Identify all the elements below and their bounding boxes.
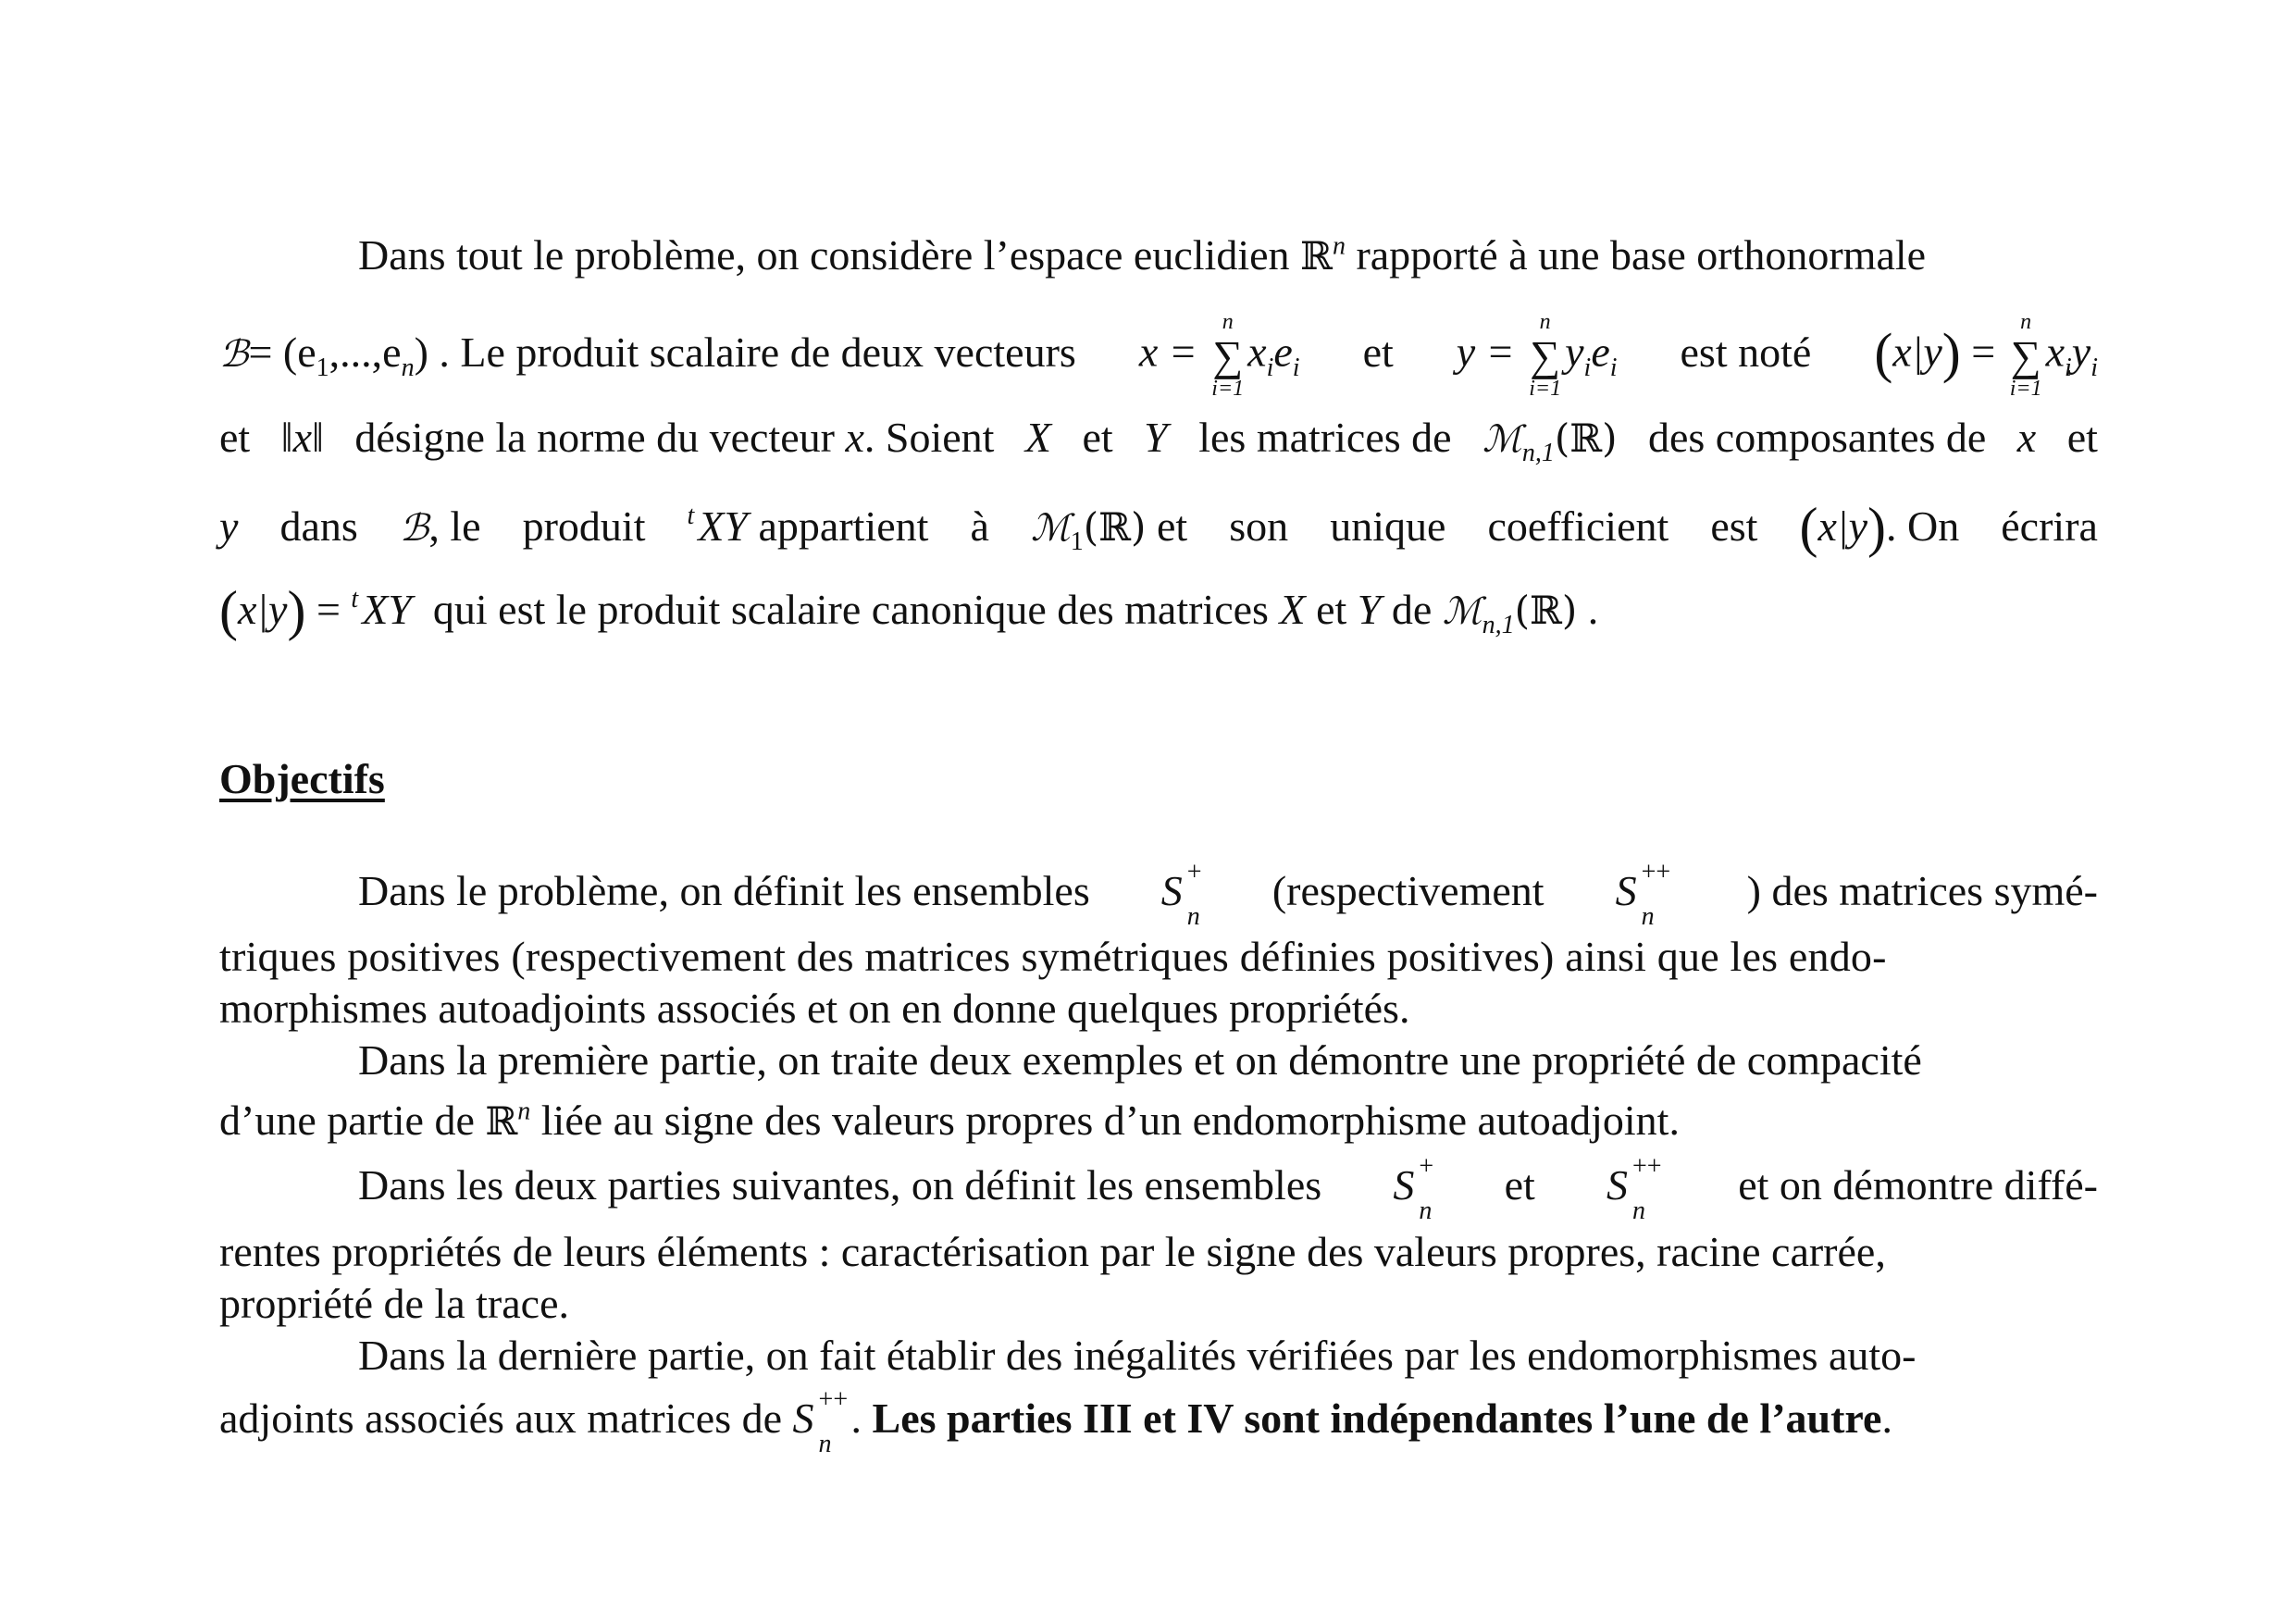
objectifs-p1-line-3: morphismes autoadjoints associés et on en donne quelques propriétés. [219,985,1410,1032]
independence-note: Les parties III et IV sont indépendantes l’une de l’autre [872,1395,1882,1442]
matrix-space: ℳ$_{n,1}$(ℝ) [1482,415,1618,468]
y-sum: y = n ∑ i=1 $y_ie_i$ [1456,310,1618,401]
section-heading-objectifs: Objectifs [219,755,385,802]
basis-definition: ℬ= $(e_1,...,e_n)$ . Le produit scalaire de deux vecteurs [219,328,1076,382]
objectifs-p4-line-1: Dans la dernière partie, on fait établir des inégalités vérifiées par les endomorphismes auto- [358,1332,1917,1379]
set-S-plusplus: S ++ n [1615,858,1671,931]
objectifs-p3-line-3: propriété de la trace. [219,1280,569,1327]
intro-line-1 [219,229,2098,282]
intro-line-4: y dans ℬ, le produit $^t$XY appartient à ℳ$_1$(ℝ) et son unique coefficient est (x|y). On écrira [219,497,2098,558]
text: rapporté à une base orthonormale [1356,231,1927,279]
math-n: n [1332,231,1346,261]
intro-line-2: ℬ= $(e_1,...,e_n)$ . Le produit scalaire de deux vecteurs x = n ∑ i=1 $x_ie_i$ et y = n ∑ i=1 $y_ie_i$ est noté (x|y) = n ∑ i=1 $x_iy_i$ [219,310,2098,401]
objectifs-p1-line-2: triques positives (respectivement des matrices symétriques définies positives) ainsi que les endo- [219,933,1887,980]
objectifs-p2-line-1: Dans la première partie, on traite deux exemples et on démontre une propriété de compacité [358,1036,1922,1084]
objectifs-p3-line-1: Dans les deux parties suivantes, on définit les ensembles S + n et S ++ n et on démontre diffé- [358,1152,2098,1225]
text: Dans tout le problème, on considère l’espace euclidien [358,231,1290,279]
math-R: ℝ [1300,233,1333,279]
x-sum: x = n ∑ i=1 $x_ie_i$ [1138,310,1300,401]
scalar-product: (x|y) = n ∑ i=1 $x_iy_i$ [1874,310,2098,401]
objectifs-p4-line-2: adjoints associés aux matrices de S ++ n . Les parties III et IV sont indépendantes l’une de l’autre. [219,1385,1892,1458]
set-S-plus: S + n [1160,858,1202,931]
objectifs-p3-line-2: rentes propriétés de leurs éléments : caractérisation par le signe des valeurs propres, racine carrée, [219,1228,1886,1275]
norm-x: ‖x‖ [280,414,324,461]
document-page [219,0,2098,1624]
objectifs-p1-line-1: Dans le problème, on définit les ensembles S + n (respectivement S ++ n ) des matrices symé- [358,858,2098,931]
intro-line-5: (x|y) = $^t$XY qui est le produit scalaire canonique des matrices X et Y de ℳ$_{n,1}$(ℝ) . [219,580,1599,641]
objectifs-p2-line-2: d’une partie de ℝ$^n$ liée au signe des valeurs propres d’un endomorphisme autoadjoint. [219,1097,1680,1144]
intro-line-3: et ‖x‖ désigne la norme du vecteur x. Soient X et Y les matrices de ℳ$_{n,1}$(ℝ) des composantes de x et [219,414,2098,468]
